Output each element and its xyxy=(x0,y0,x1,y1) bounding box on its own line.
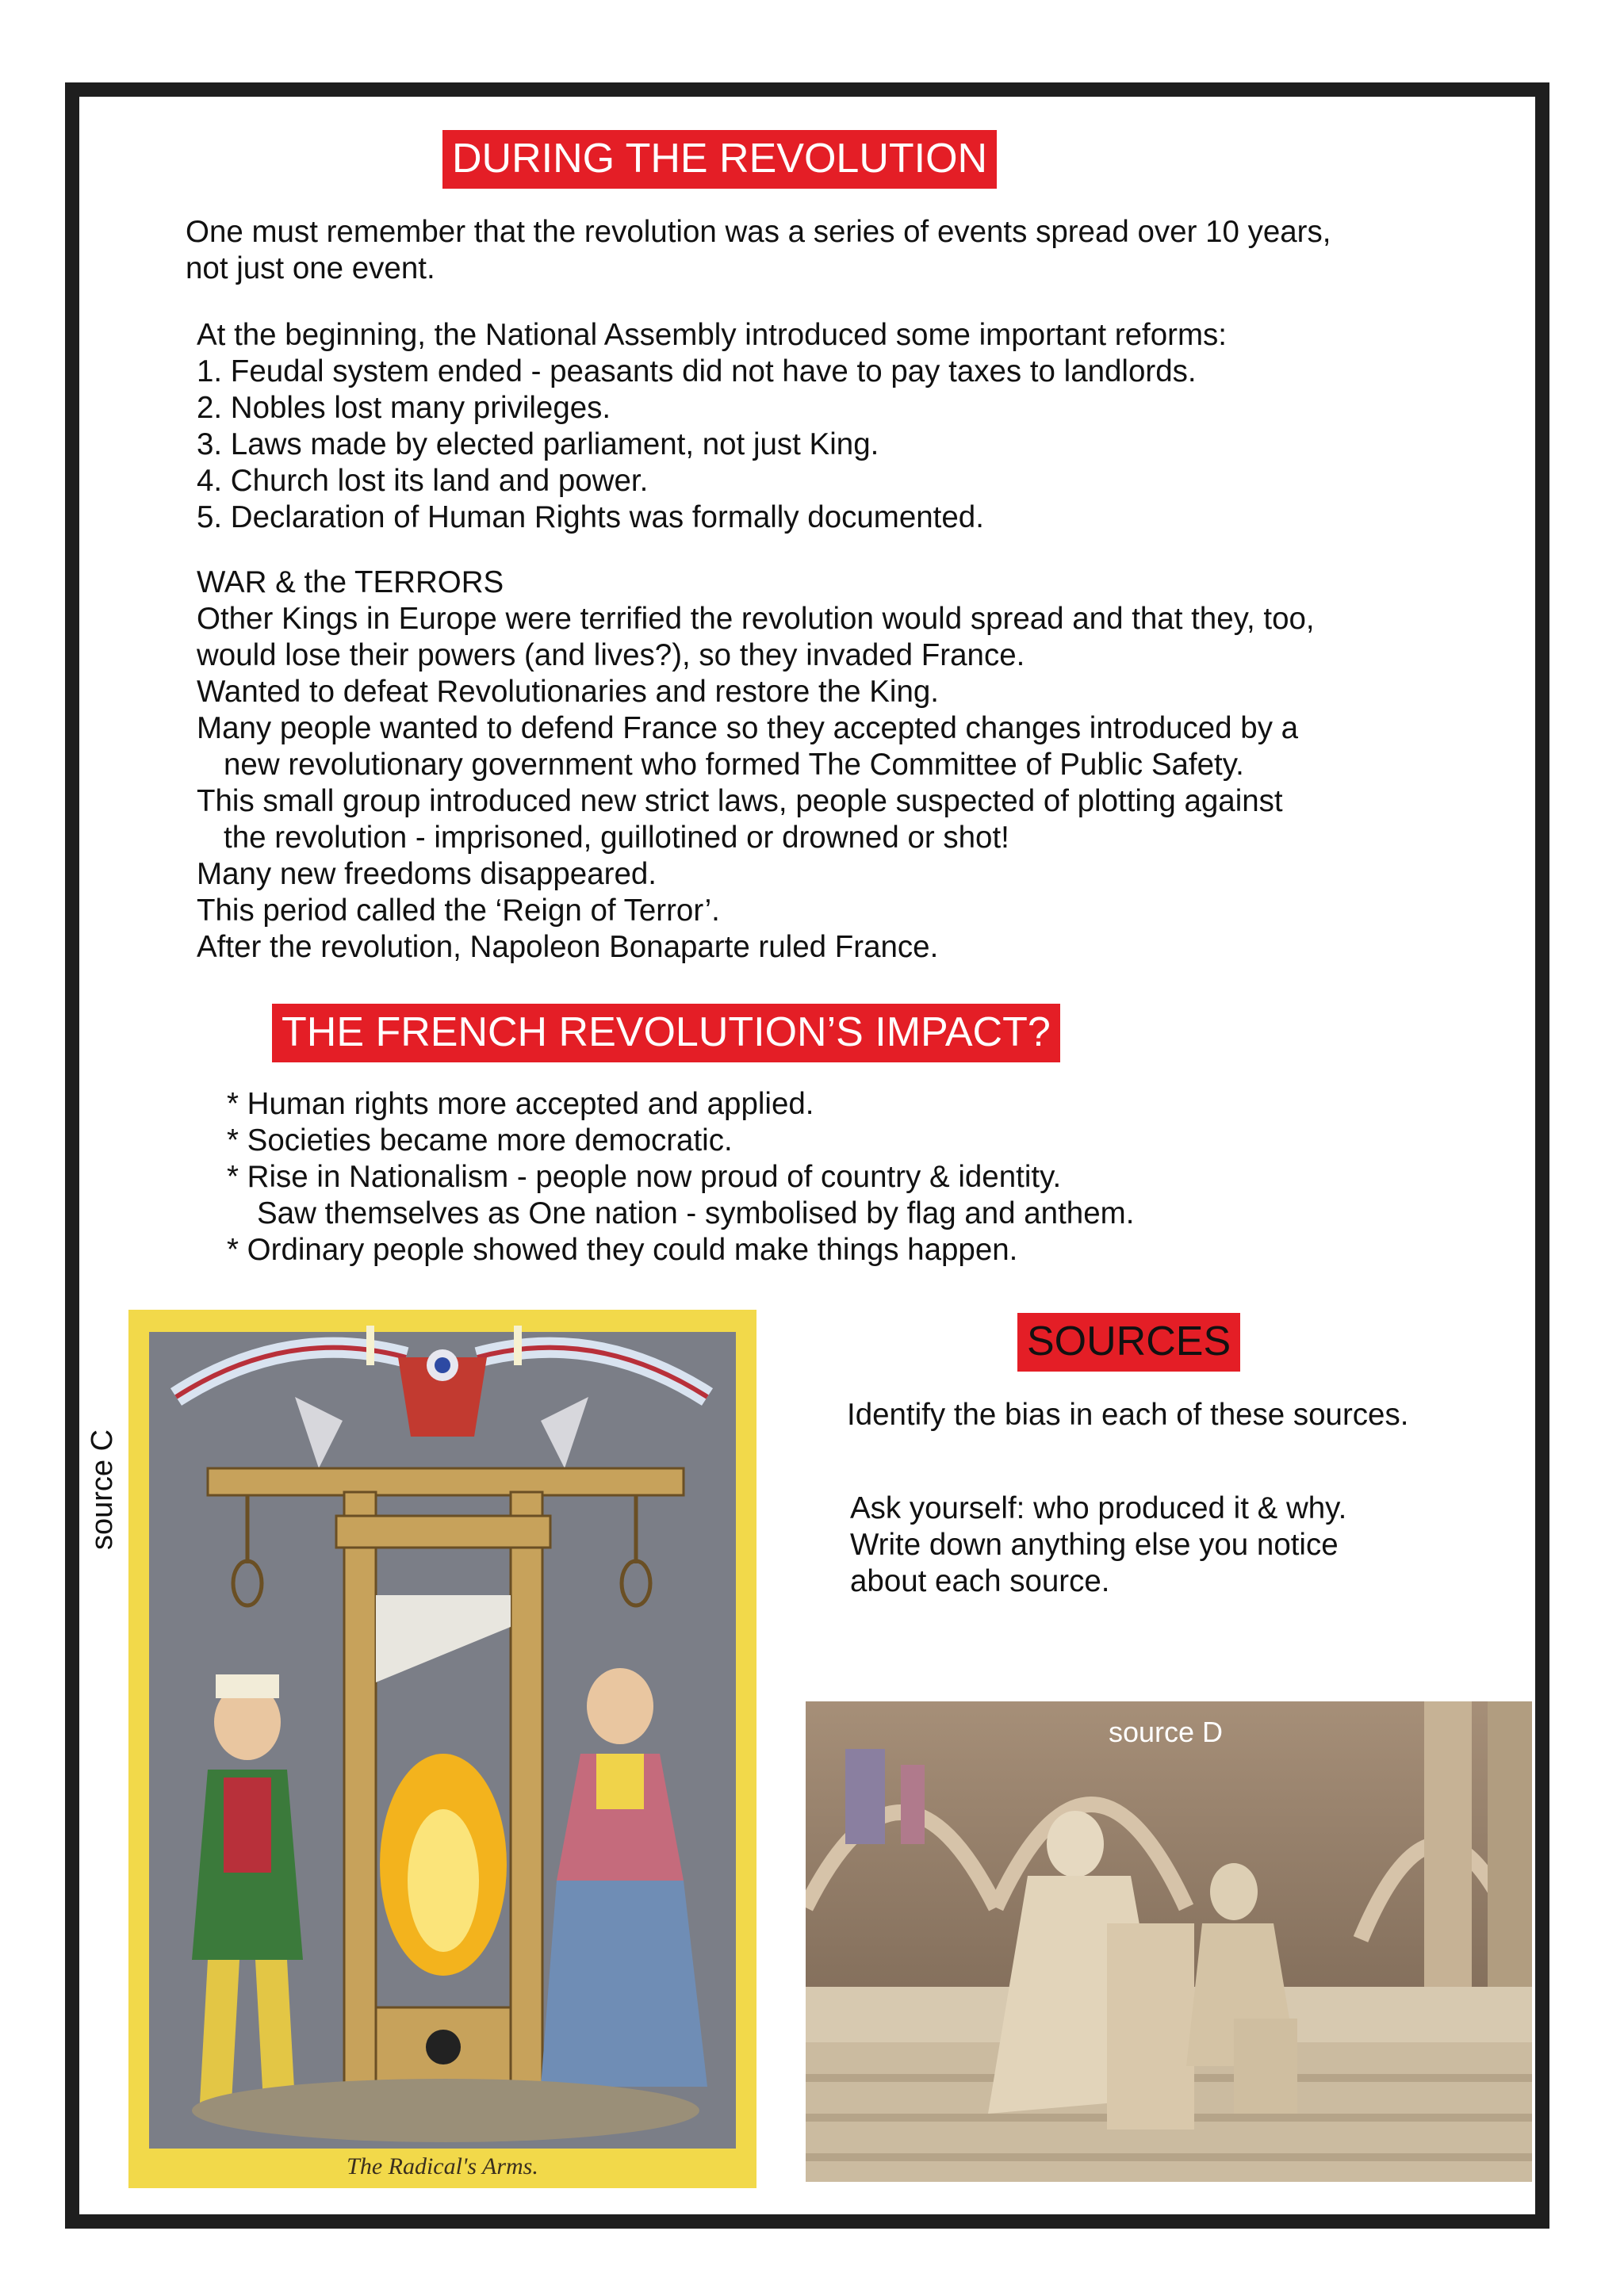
war-line: would lose their powers (and lives?), so they invaded France. xyxy=(197,638,1025,672)
guillotine-cartoon-illustration xyxy=(128,1310,756,2188)
war-line: Wanted to defeat Revolutionaries and restore the King. xyxy=(197,675,939,709)
heading-during-revolution: DURING THE REVOLUTION xyxy=(442,130,997,189)
source-c-cartoon xyxy=(128,1310,756,2188)
heading-impact: THE FRENCH REVOLUTION’S IMPACT? xyxy=(272,1004,1060,1062)
war-line: Many new freedoms disappeared. xyxy=(197,857,657,891)
basilica-statue-illustration xyxy=(806,1701,1532,2182)
war-terrors-block xyxy=(197,564,1315,966)
reform-item: 1. Feudal system ended - peasants did not have to pay taxes to landlords. xyxy=(197,354,1197,388)
source-c-label: source C xyxy=(86,1429,119,1550)
intro-line: not just one event. xyxy=(186,251,435,285)
reforms-list xyxy=(197,317,1227,536)
reform-item: 4. Church lost its land and power. xyxy=(197,464,649,498)
reforms-intro: At the beginning, the National Assembly introduced some important reforms: xyxy=(197,318,1227,352)
impact-item: Saw themselves as One nation - symbolised by flag and anthem. xyxy=(257,1196,1135,1230)
impact-item: * Rise in Nationalism - people now proud of country & identity. xyxy=(227,1160,1062,1194)
sources-questions xyxy=(850,1490,1346,1600)
war-line: After the revolution, Napoleon Bonaparte ruled France. xyxy=(197,930,939,964)
impact-item: * Human rights more accepted and applied. xyxy=(227,1087,814,1121)
war-line: This small group introduced new strict laws, people suspected of plotting against xyxy=(197,784,1283,818)
war-line: Many people wanted to defend France so they accepted changes introduced by a xyxy=(197,711,1299,745)
question-line: Write down anything else you notice xyxy=(850,1528,1339,1562)
war-line: This period called the ‘Reign of Terror’. xyxy=(197,894,720,928)
war-line: the revolution - imprisoned, guillotined or drowned or shot! xyxy=(224,821,1009,855)
instruction-line: Identify the bias in each of these sources. xyxy=(847,1398,1409,1432)
source-d-label: source D xyxy=(1109,1716,1224,1748)
war-line: new revolutionary government who formed The Committee of Public Safety. xyxy=(224,748,1244,782)
war-title: WAR & the TERRORS xyxy=(197,565,504,599)
impact-list xyxy=(227,1086,1134,1269)
source-c-caption: The Radical's Arms. xyxy=(347,2153,538,2179)
heading-sources: SOURCES xyxy=(1017,1313,1240,1372)
intro-line: One must remember that the revolution was a series of events spread over 10 years, xyxy=(186,215,1331,249)
intro-text xyxy=(186,214,1331,287)
impact-item: * Societies became more democratic. xyxy=(227,1123,733,1158)
sources-instruction xyxy=(847,1397,1408,1433)
reform-item: 2. Nobles lost many privileges. xyxy=(197,391,611,425)
question-line: Ask yourself: who produced it & why. xyxy=(850,1491,1347,1525)
reform-item: 3. Laws made by elected parliament, not just King. xyxy=(197,427,879,461)
impact-item: * Ordinary people showed they could make things happen. xyxy=(227,1233,1018,1267)
question-line: about each source. xyxy=(850,1564,1110,1598)
war-line: Other Kings in Europe were terrified the revolution would spread and that they, too, xyxy=(197,602,1315,636)
source-d-photo xyxy=(806,1701,1532,2182)
reform-item: 5. Declaration of Human Rights was formally documented. xyxy=(197,500,984,534)
